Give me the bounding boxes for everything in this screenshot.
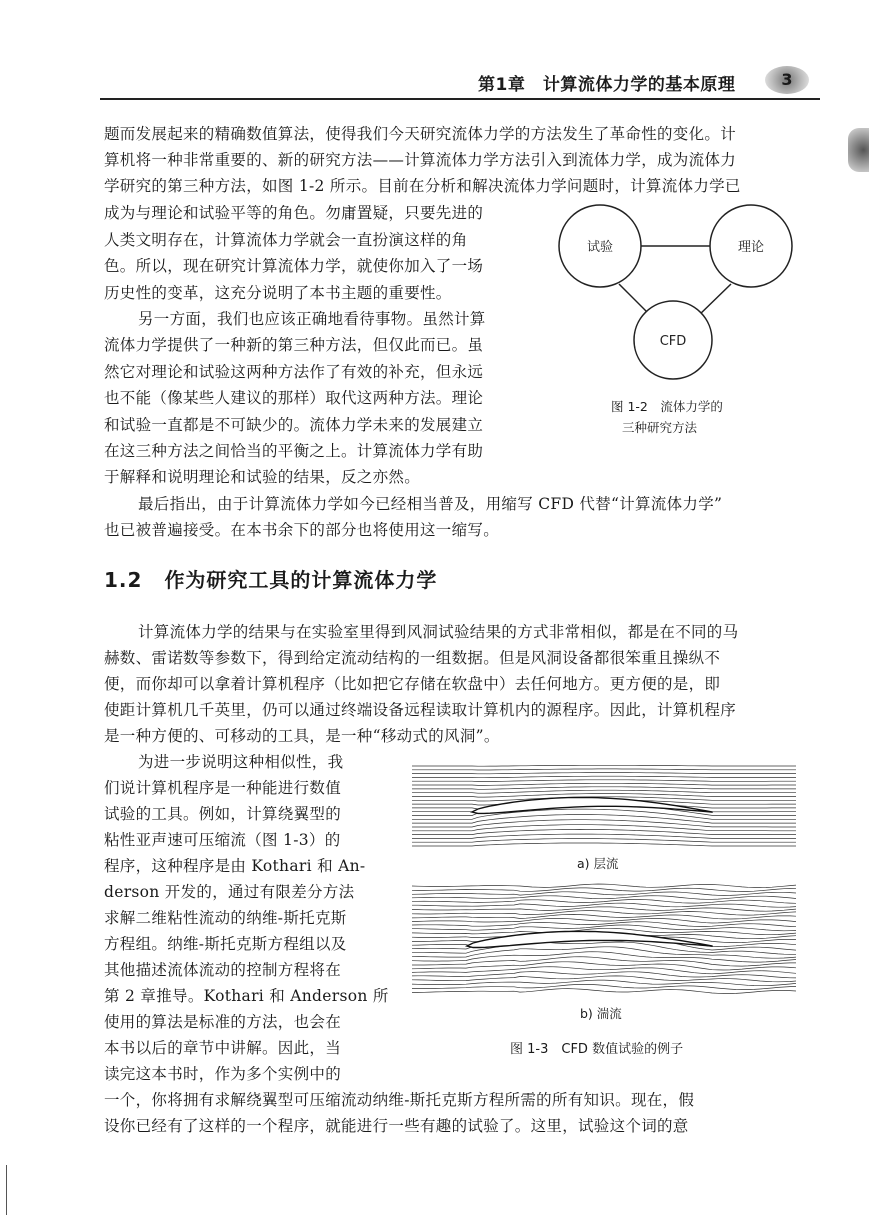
text-line: 使距计算机几千英里，仍可以通过终端设备远程读取计算机内的源程序。因此，计算机程序 [104, 701, 737, 719]
header-rule [100, 98, 820, 100]
text-line: 题而发展起来的精确数值算法，使得我们今天研究流体力学的方法发生了革命性的变化。计 [104, 125, 737, 143]
text-line: 粘性亚声速可压缩流（图 1-3）的 [104, 831, 341, 849]
text-line: 使用的算法是标准的方法，也会在 [104, 1013, 342, 1031]
streamline [412, 783, 796, 785]
figure-1-3b-label: b) 湍流 [580, 1006, 622, 1021]
streamline [412, 769, 796, 770]
text-line: 也已被普遍接受。在本书余下的部分也将使用这一缩写。 [104, 521, 500, 539]
text-line: 于解释和说明理论和试验的结果，反之亦然。 [104, 468, 421, 486]
figure-1-2-caption-line-2: 三种研究方法 [622, 420, 698, 435]
text-line: 赫数、雷诺数等参数下，得到给定流动结构的一组数据。但是风洞设备都很笨重且操纵不 [104, 649, 721, 667]
streamline [412, 839, 796, 843]
text-line: 色。所以，现在研究计算流体力学，就使你加入了一场 [104, 257, 484, 275]
text-line: 算机将一种非常重要的、新的研究方法——计算流体力学方法引入到流体力学，成为流体力 [104, 151, 737, 169]
text-line: 最后指出，由于计算流体力学如今已经相当普及，用缩写 CFD 代替“计算流体力学” [138, 495, 723, 513]
text-line: 成为与理论和试验平等的角色。勿庸置疑，只要先进的 [104, 204, 484, 222]
text-line: 设你已经有了这样的一个程序，就能进行一些有趣的试验了。这里，试验这个词的意 [104, 1117, 689, 1135]
streamline [412, 843, 796, 846]
text-line: 学研究的第三种方法，如图 1-2 所示。目前在分析和解决流体力学问题时，计算流体力学已 [104, 177, 741, 195]
airfoil-shape [467, 931, 712, 947]
text-line: 计算流体力学的结果与在实验室里得到风洞试验结果的方式非常相似，都是在不同的马 [138, 623, 739, 641]
figure-1-3b-turbulent-flow [412, 880, 798, 998]
streamline [412, 790, 796, 793]
page-number: 3 [765, 66, 809, 94]
text-line: 方程组。纳维-斯托克斯方程组以及 [104, 935, 347, 953]
streamline [412, 972, 796, 978]
streamline [412, 911, 796, 916]
figure-1-2-caption-line-1: 图 1-2 流体力学的 [611, 399, 723, 414]
text-line: 和试验一直都是不可缺少的。流体力学未来的发展建立 [104, 416, 484, 434]
streamline [412, 787, 796, 790]
text-line: 便，而你却可以拿着计算机程序（比如把它存储在软盘中）去任何地方。更方便的是，即 [104, 675, 721, 693]
section-title-text: 作为研究工具的计算流体力学 [164, 568, 438, 592]
text-line: 试验的工具。例如，计算绕翼型的 [104, 805, 342, 823]
streamline [412, 952, 796, 962]
text-line: 一个，你将拥有求解绕翼型可压缩流动纳维-斯托克斯方程所需的所有知识。现在，假 [104, 1091, 695, 1109]
streamline [412, 947, 796, 958]
streamline [412, 980, 796, 986]
text-line: 另一方面，我们也应该正确地看待事物。虽然计算 [138, 310, 486, 328]
section-heading [104, 564, 437, 593]
figure-1-3a-laminar-flow [412, 760, 798, 852]
text-line: 其他描述流体流动的控制方程将在 [104, 961, 342, 979]
streamline [412, 809, 796, 819]
streamline [412, 780, 796, 782]
streamline [412, 765, 796, 766]
figure-1-2-diagram [556, 200, 806, 390]
node-cfd-label: CFD [659, 334, 687, 349]
streamline [412, 899, 796, 903]
scan-gutter-mark [6, 1165, 7, 1215]
figure-1-3a-label: a) 层流 [577, 856, 619, 871]
streamline [412, 976, 796, 982]
text-line: 在这三种方法之间恰当的平衡之上。计算流体力学有助 [104, 442, 484, 460]
text-line: 程序，这种程序是由 Kothari 和 An- [104, 857, 366, 875]
node-theory-label: 理论 [737, 240, 765, 255]
thumb-index-mark [848, 128, 869, 172]
streamline [412, 829, 796, 834]
text-line: 流体力学提供了一种新的第三种方法，但仅此而已。虽 [104, 336, 484, 354]
text-line: 为进一步说明这种相似性，我 [138, 753, 344, 771]
text-line: 然它对理论和试验这两种方法作了有效的补充，但永远 [104, 363, 484, 381]
text-line: derson 开发的，通过有限差分方法 [104, 883, 355, 901]
streamline [412, 892, 796, 896]
streamline [412, 884, 796, 888]
streamline [412, 776, 796, 778]
streamline [412, 888, 796, 892]
text-line: 也不能（像某些人建议的那样）取代这两种方法。理论 [104, 389, 484, 407]
text-line: 第 2 章推导。Kothari 和 Anderson 所 [104, 987, 389, 1005]
text-line: 们说计算机程序是一种能进行数值 [104, 779, 342, 797]
streamline [412, 896, 796, 900]
text-line: 求解二维粘性流动的纳维-斯托克斯 [104, 909, 347, 927]
streamline [412, 907, 796, 911]
text-line: 历史性的变革，这充分说明了本书主题的重要性。 [104, 284, 452, 302]
streamline [412, 773, 796, 774]
running-header: 第1章 计算流体力学的基本原理 [478, 75, 736, 95]
figure-1-3-caption: 图 1-3 CFD 数值试验的例子 [510, 1042, 684, 1057]
text-line: 是一种方便的、可移动的工具，是一种“移动式的风洞”。 [104, 727, 500, 745]
text-line: 本书以后的章节中讲解。因此，当 [104, 1039, 342, 1057]
section-number: 1.2 [104, 568, 143, 592]
text-line: 读完这本书时，作为多个实例中的 [104, 1065, 342, 1083]
text-line: 人类文明存在，计算流体力学就会一直扮演这样的角 [104, 231, 468, 249]
streamline [412, 984, 796, 989]
node-test-label: 试验 [586, 240, 614, 255]
